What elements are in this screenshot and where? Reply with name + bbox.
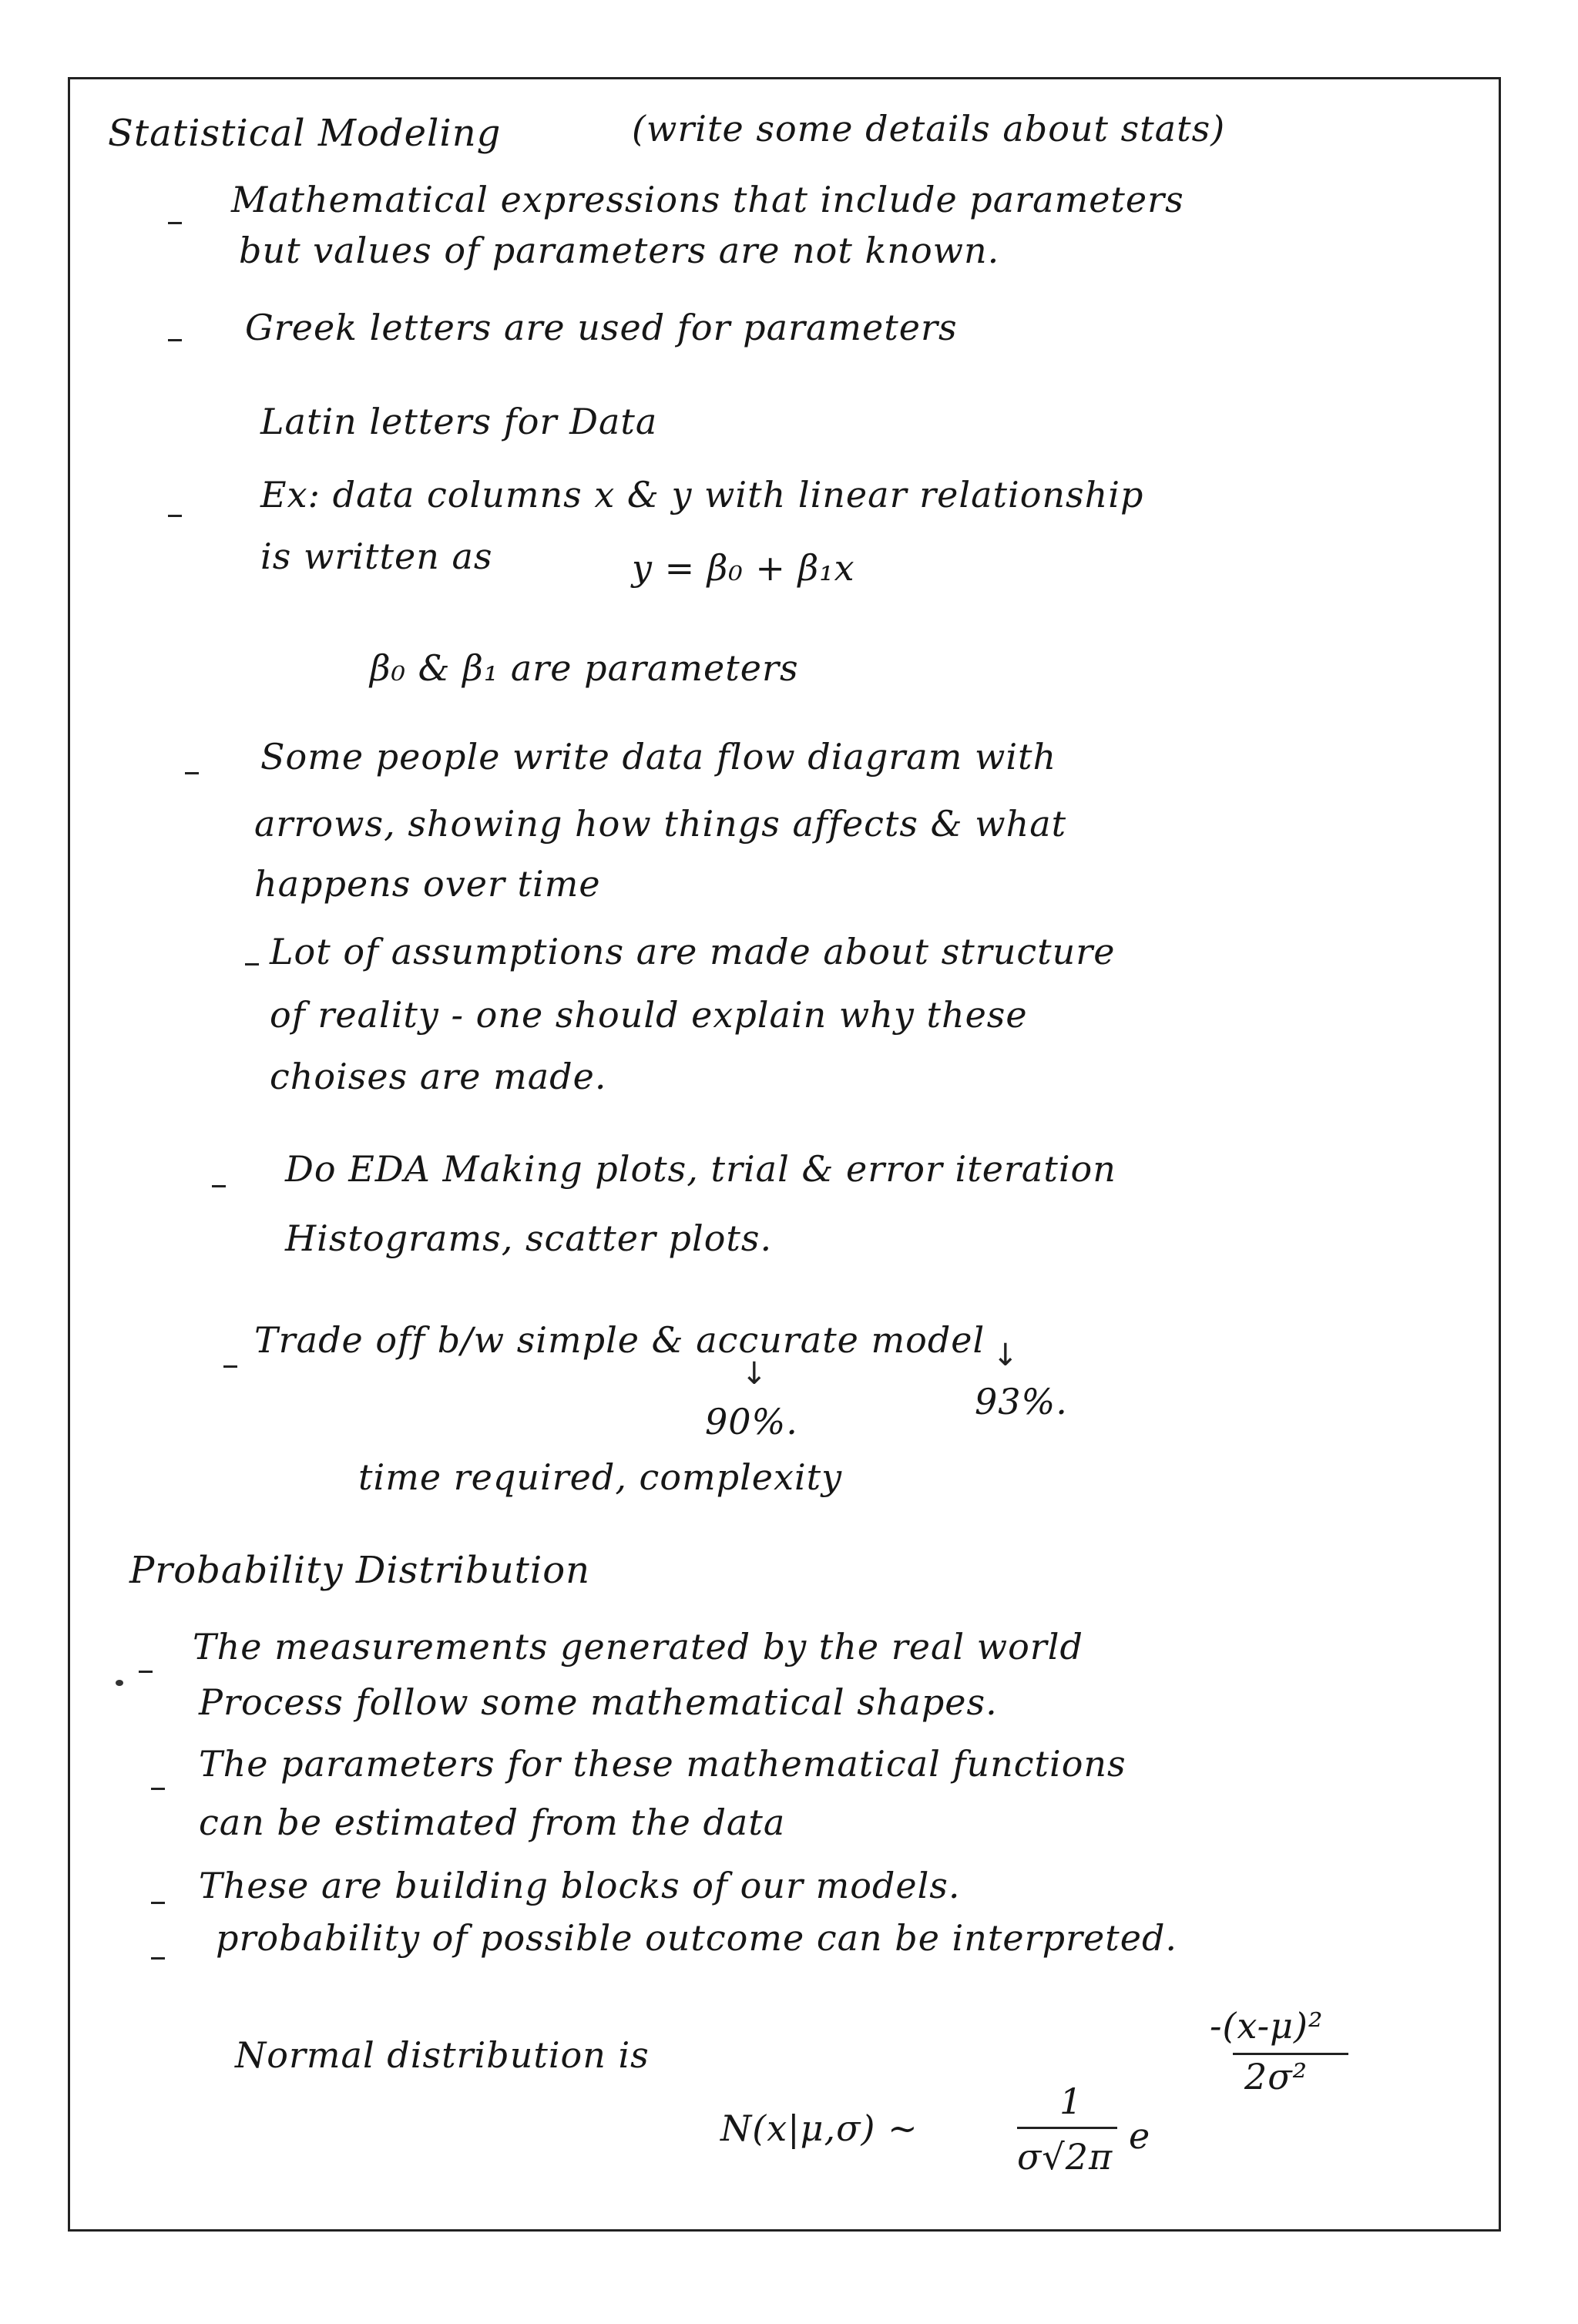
- down-arrow-icon: ↓: [741, 1356, 767, 1392]
- bullet-2-line-2: Latin letters for Data: [260, 401, 658, 442]
- bullet-dash: [212, 1185, 226, 1187]
- bullet-5-line-2: of reality - one should explain why these: [270, 994, 1028, 1036]
- normal-lhs: N(x|μ,σ) ~: [720, 2107, 918, 2149]
- exponent-denominator: 2σ²: [1244, 2056, 1308, 2097]
- s2-bullet-2-line-1: The parameters for these mathematical functions: [199, 1743, 1126, 1785]
- normal-label: Normal distribution is: [235, 2034, 650, 2076]
- bullet-dash: [151, 1957, 165, 1960]
- bullet-1-line-2: but values of parameters are not known.: [239, 230, 1000, 271]
- linear-equation: y = β₀ + β₁x: [632, 547, 855, 589]
- bullet-dash: [185, 772, 199, 774]
- bullet-6-line-2: Histograms, scatter plots.: [285, 1217, 773, 1259]
- bullet-dash: [151, 1902, 165, 1904]
- fraction-numerator: 1: [1059, 2081, 1083, 2122]
- s2-bullet-1-line-2: Process follow some mathematical shapes.: [199, 1681, 998, 1723]
- exponent-numerator: -(x-μ)²: [1210, 2005, 1324, 2047]
- bullet-4-line-2: arrows, showing how things affects & what: [254, 803, 1067, 845]
- down-arrow-icon: ↓: [992, 1338, 1019, 1373]
- bullet-5-line-3: choises are made.: [270, 1056, 607, 1097]
- bullet-2-line-1: Greek letters are used for parameters: [245, 307, 958, 348]
- bullet-6-line-1: Do EDA Making plots, trial & error iteration: [285, 1148, 1116, 1190]
- ink-dot: [116, 1680, 123, 1686]
- section-title: Probability Distribution: [129, 1549, 591, 1592]
- bullet-dash: [151, 1788, 165, 1790]
- equation-note: β₀ & β₁ are parameters: [370, 647, 799, 689]
- fraction-bar: [1017, 2127, 1117, 2129]
- fraction-denominator: σ√2π: [1017, 2136, 1113, 2178]
- bullet-3-line-1: Ex: data columns x & y with linear relationship: [260, 474, 1144, 516]
- bullet-dash: [168, 515, 182, 517]
- exponent-fraction-bar: [1233, 2053, 1348, 2055]
- heading-note: (write some details about stats): [632, 108, 1226, 149]
- bullet-4-line-1: Some people write data flow diagram with: [260, 736, 1057, 777]
- page-title: Statistical Modeling: [108, 112, 502, 155]
- s2-bullet-3-line-1: These are building blocks of our models.: [199, 1865, 961, 1906]
- tradeoff-note: time required, complexity: [358, 1456, 843, 1498]
- bullet-7-line-1: Trade off b/w simple & accurate model: [254, 1319, 985, 1361]
- bullet-1-line-1: Mathematical expressions that include parameters: [231, 179, 1184, 220]
- bullet-dash: [223, 1365, 237, 1368]
- bullet-dash: [168, 339, 182, 341]
- bullet-3-line-2: is written as: [260, 536, 493, 577]
- bullet-dash: [168, 222, 182, 224]
- bullet-4-line-3: happens over time: [254, 863, 601, 905]
- s2-bullet-4-line-1: probability of possible outcome can be interpreted.: [216, 1917, 1178, 1959]
- s2-bullet-2-line-2: can be estimated from the data: [199, 1802, 786, 1843]
- bullet-dash: [139, 1671, 153, 1673]
- s2-bullet-1-line-1: The measurements generated by the real world: [193, 1626, 1083, 1667]
- bullet-5-line-1: Lot of assumptions are made about structure: [270, 931, 1116, 972]
- bullet-dash: [245, 963, 259, 966]
- simple-accuracy: 90%.: [705, 1401, 798, 1442]
- accurate-accuracy: 93%.: [975, 1381, 1068, 1422]
- exponential-base: e: [1129, 2115, 1151, 2157]
